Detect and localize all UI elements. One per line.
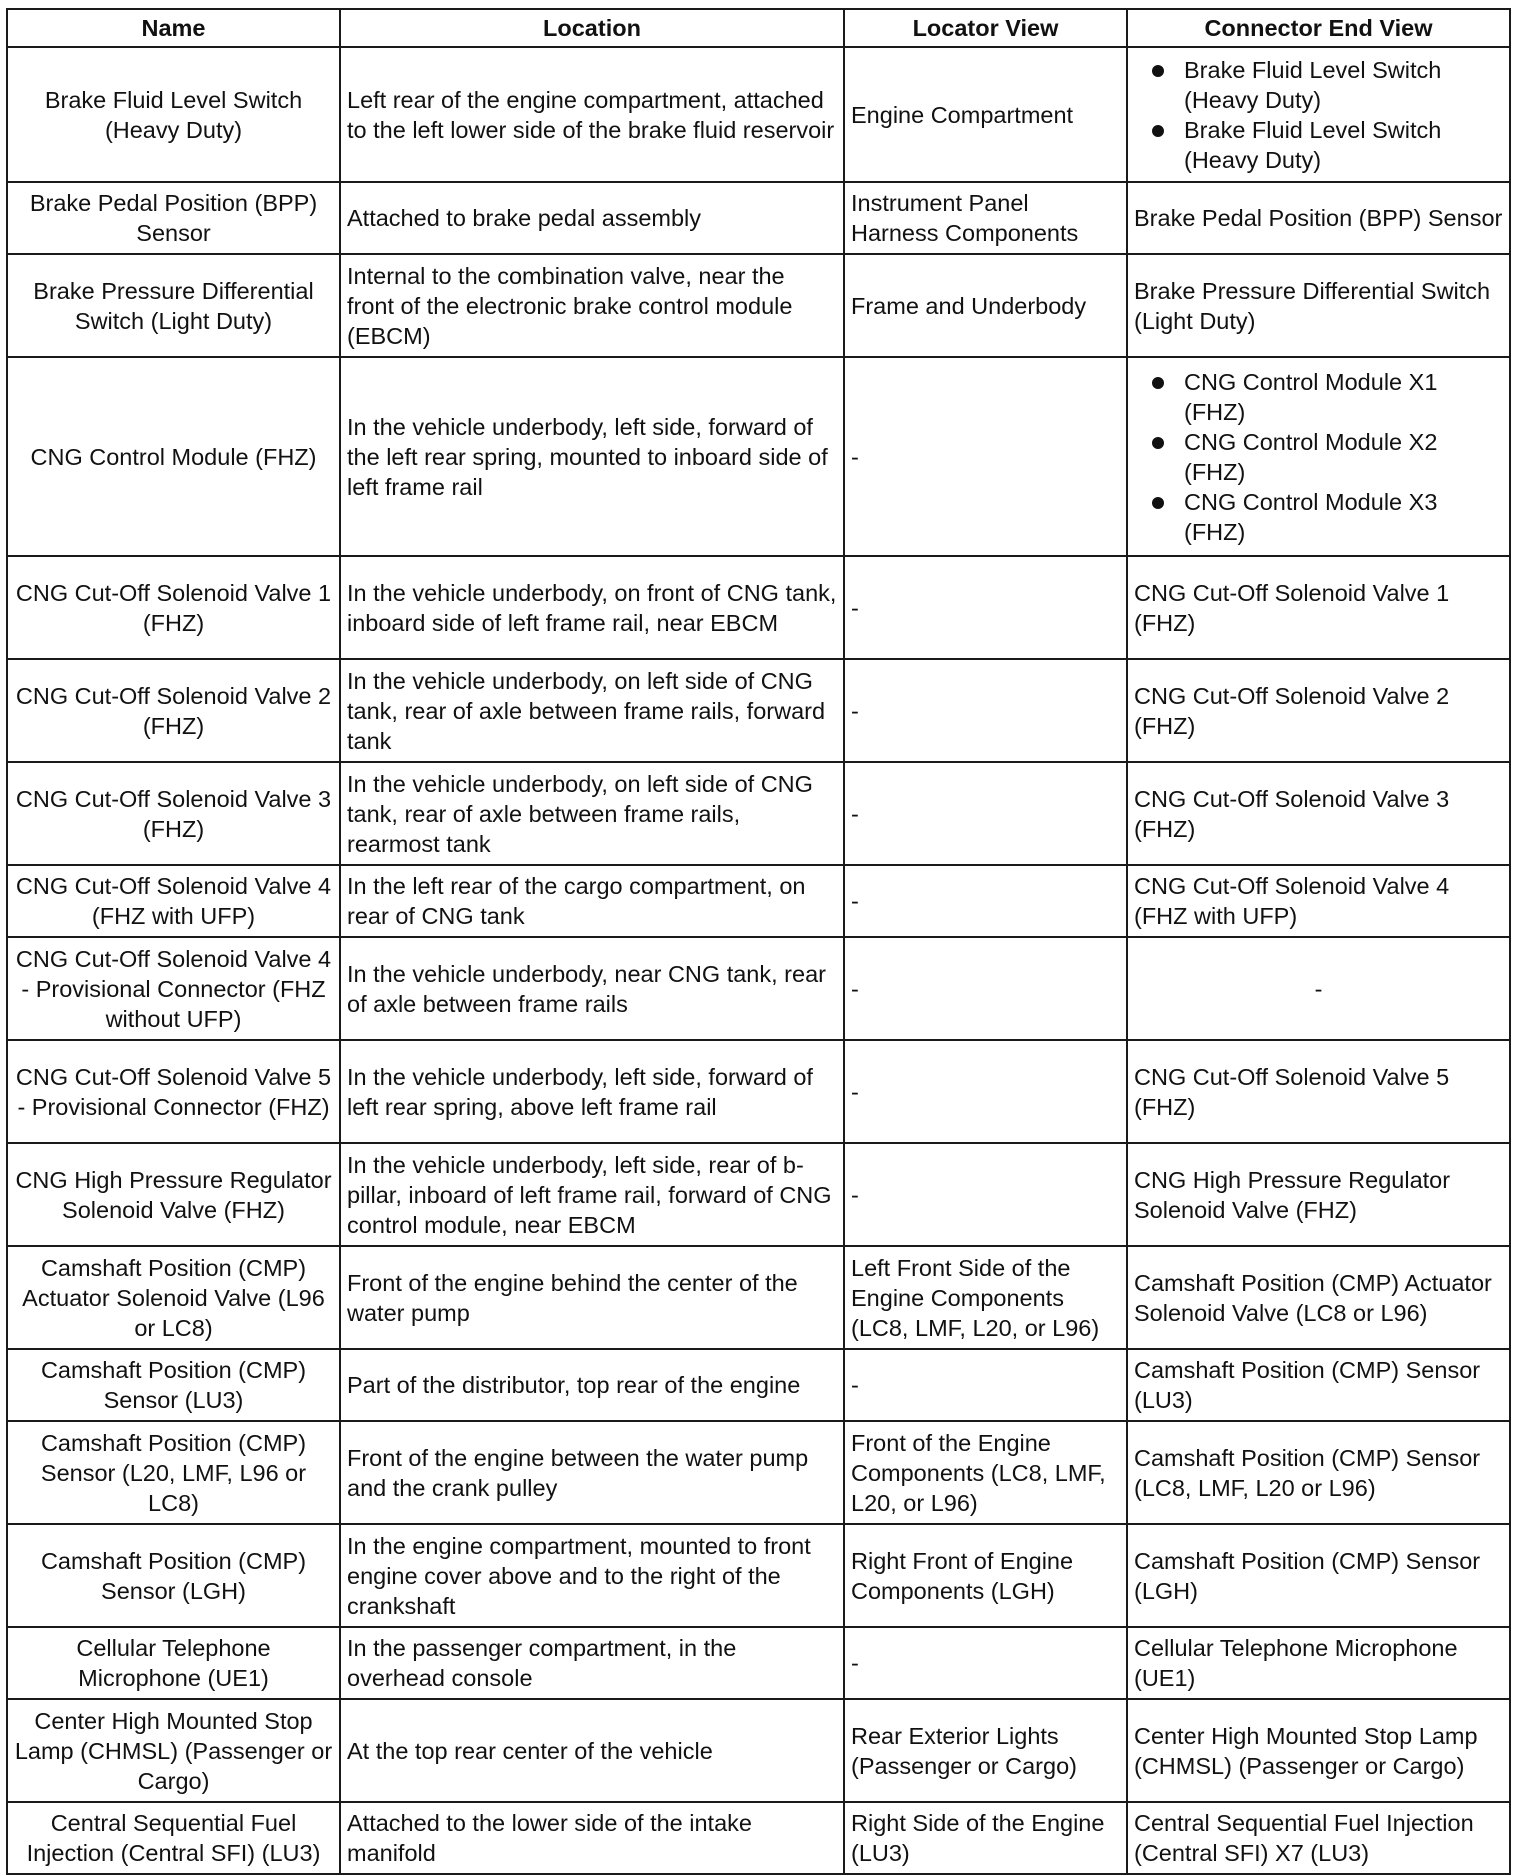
connector-list-item-label: CNG Control Module X2 (FHZ) [1184, 428, 1438, 485]
cell-name: CNG Cut-Off Solenoid Valve 4 (FHZ with UFP) [7, 865, 340, 937]
cell-connector-end-view: Cellular Telephone Microphone (UE1) [1127, 1627, 1510, 1699]
cell-locator-view: Rear Exterior Lights (Passenger or Cargo) [844, 1699, 1127, 1802]
cell-name: CNG High Pressure Regulator Solenoid Valve (FHZ) [7, 1143, 340, 1246]
connector-list-item-label: Brake Fluid Level Switch (Heavy Duty) [1184, 116, 1442, 173]
cell-location: In the passenger compartment, in the overhead console [340, 1627, 844, 1699]
table-row [7, 556, 1510, 659]
component-locator-table [6, 8, 1511, 1875]
cell-locator-view: - [844, 1627, 1127, 1699]
table-body [7, 47, 1510, 1874]
connector-list-item [1134, 427, 1503, 487]
cell-locator-view: - [844, 1040, 1127, 1143]
table-row [7, 1143, 1510, 1246]
cell-name: Cellular Telephone Microphone (UE1) [7, 1627, 340, 1699]
cell-locator-view: - [844, 865, 1127, 937]
bullet-icon [1152, 125, 1164, 137]
cell-connector-end-view: Camshaft Position (CMP) Sensor (LU3) [1127, 1349, 1510, 1421]
cell-locator-view: - [844, 659, 1127, 762]
table-row [7, 937, 1510, 1040]
cell-locator-view: Right Front of Engine Components (LGH) [844, 1524, 1127, 1627]
cell-name: CNG Cut-Off Solenoid Valve 2 (FHZ) [7, 659, 340, 762]
cell-location: In the engine compartment, mounted to front engine cover above and to the right of the crankshaft [340, 1524, 844, 1627]
cell-connector-end-view: - [1127, 937, 1510, 1040]
cell-name: CNG Control Module (FHZ) [7, 357, 340, 556]
cell-name: CNG Cut-Off Solenoid Valve 3 (FHZ) [7, 762, 340, 865]
table-row [7, 182, 1510, 254]
table-row [7, 1802, 1510, 1874]
header-locator-view: Locator View [844, 9, 1127, 47]
cell-location: Attached to the lower side of the intake manifold [340, 1802, 844, 1874]
cell-connector-end-view: CNG High Pressure Regulator Solenoid Valve (FHZ) [1127, 1143, 1510, 1246]
cell-locator-view: - [844, 937, 1127, 1040]
cell-connector-end-view: CNG Cut-Off Solenoid Valve 1 (FHZ) [1127, 556, 1510, 659]
cell-locator-view: Instrument Panel Harness Components [844, 182, 1127, 254]
cell-location: In the vehicle underbody, near CNG tank, rear of axle between frame rails [340, 937, 844, 1040]
bullet-icon [1152, 377, 1164, 389]
cell-location: Part of the distributor, top rear of the engine [340, 1349, 844, 1421]
cell-locator-view: Right Side of the Engine (LU3) [844, 1802, 1127, 1874]
connector-list-item [1134, 367, 1503, 427]
connector-list-item-label: Brake Fluid Level Switch (Heavy Duty) [1184, 56, 1442, 113]
cell-name: CNG Cut-Off Solenoid Valve 1 (FHZ) [7, 556, 340, 659]
cell-connector-end-view: Brake Pedal Position (BPP) Sensor [1127, 182, 1510, 254]
bullet-icon [1152, 497, 1164, 509]
cell-locator-view: - [844, 1143, 1127, 1246]
table-row [7, 1627, 1510, 1699]
cell-locator-view: - [844, 1349, 1127, 1421]
table-row [7, 1246, 1510, 1349]
connector-list-item [1134, 115, 1503, 175]
table-row [7, 1421, 1510, 1524]
cell-connector-end-view: Center High Mounted Stop Lamp (CHMSL) (Passenger or Cargo) [1127, 1699, 1510, 1802]
cell-connector-end-view: Camshaft Position (CMP) Actuator Solenoid Valve (LC8 or L96) [1127, 1246, 1510, 1349]
cell-name: Brake Pressure Differential Switch (Light Duty) [7, 254, 340, 357]
table-row [7, 1040, 1510, 1143]
cell-connector-end-view: CNG Cut-Off Solenoid Valve 3 (FHZ) [1127, 762, 1510, 865]
cell-location: In the left rear of the cargo compartment, on rear of CNG tank [340, 865, 844, 937]
cell-connector-end-view: CNG Cut-Off Solenoid Valve 4 (FHZ with UFP) [1127, 865, 1510, 937]
cell-location: Internal to the combination valve, near the front of the electronic brake control module (EBCM) [340, 254, 844, 357]
table-row [7, 762, 1510, 865]
component-locator-table-container [6, 8, 1509, 1875]
cell-name: Camshaft Position (CMP) Sensor (LGH) [7, 1524, 340, 1627]
cell-location: In the vehicle underbody, left side, forward of the left rear spring, mounted to inboard side of left frame rail [340, 357, 844, 556]
cell-location: At the top rear center of the vehicle [340, 1699, 844, 1802]
cell-connector-end-view: Camshaft Position (CMP) Sensor (LC8, LMF, L20 or L96) [1127, 1421, 1510, 1524]
cell-locator-view: - [844, 762, 1127, 865]
cell-locator-view: - [844, 357, 1127, 556]
cell-location: In the vehicle underbody, on front of CNG tank, inboard side of left frame rail, near EBCM [340, 556, 844, 659]
cell-name: Center High Mounted Stop Lamp (CHMSL) (Passenger or Cargo) [7, 1699, 340, 1802]
connector-list [1134, 55, 1503, 175]
cell-name: Camshaft Position (CMP) Sensor (L20, LMF, L96 or LC8) [7, 1421, 340, 1524]
cell-name: Brake Fluid Level Switch (Heavy Duty) [7, 47, 340, 182]
cell-location: In the vehicle underbody, on left side of CNG tank, rear of axle between frame rails, forward tank [340, 659, 844, 762]
connector-list [1134, 367, 1503, 547]
cell-locator-view: Frame and Underbody [844, 254, 1127, 357]
cell-connector-end-view: CNG Cut-Off Solenoid Valve 2 (FHZ) [1127, 659, 1510, 762]
table-row [7, 865, 1510, 937]
cell-location: In the vehicle underbody, on left side of CNG tank, rear of axle between frame rails, rearmost tank [340, 762, 844, 865]
bullet-icon [1152, 65, 1164, 77]
cell-location: In the vehicle underbody, left side, rear of b-pillar, inboard of left frame rail, forward of CNG control module, near EBCM [340, 1143, 844, 1246]
cell-location: Front of the engine behind the center of the water pump [340, 1246, 844, 1349]
cell-name: Camshaft Position (CMP) Sensor (LU3) [7, 1349, 340, 1421]
cell-locator-view: Engine Compartment [844, 47, 1127, 182]
cell-connector-end-view: Camshaft Position (CMP) Sensor (LGH) [1127, 1524, 1510, 1627]
cell-connector-end-view [1127, 47, 1510, 182]
cell-name: Camshaft Position (CMP) Actuator Solenoid Valve (L96 or LC8) [7, 1246, 340, 1349]
cell-location: In the vehicle underbody, left side, forward of left rear spring, above left frame rail [340, 1040, 844, 1143]
table-row [7, 1349, 1510, 1421]
table-row [7, 1524, 1510, 1627]
connector-list-item-label: CNG Control Module X1 (FHZ) [1184, 368, 1438, 425]
cell-connector-end-view: Central Sequential Fuel Injection (Central SFI) X7 (LU3) [1127, 1802, 1510, 1874]
cell-location: Left rear of the engine compartment, attached to the left lower side of the brake fluid reservoir [340, 47, 844, 182]
cell-name: Central Sequential Fuel Injection (Central SFI) (LU3) [7, 1802, 340, 1874]
cell-name: CNG Cut-Off Solenoid Valve 5 - Provisional Connector (FHZ) [7, 1040, 340, 1143]
table-row [7, 659, 1510, 762]
header-connector-end-view: Connector End View [1127, 9, 1510, 47]
connector-list-item-label: CNG Control Module X3 (FHZ) [1184, 488, 1438, 545]
table-row [7, 47, 1510, 182]
header-location: Location [340, 9, 844, 47]
header-name: Name [7, 9, 340, 47]
cell-name: CNG Cut-Off Solenoid Valve 4 - Provisional Connector (FHZ without UFP) [7, 937, 340, 1040]
cell-locator-view: Left Front Side of the Engine Components (LC8, LMF, L20, or L96) [844, 1246, 1127, 1349]
table-row [7, 1699, 1510, 1802]
cell-name: Brake Pedal Position (BPP) Sensor [7, 182, 340, 254]
cell-connector-end-view: Brake Pressure Differential Switch (Light Duty) [1127, 254, 1510, 357]
header-row [7, 9, 1510, 47]
connector-list-item [1134, 55, 1503, 115]
cell-location: Front of the engine between the water pump and the crank pulley [340, 1421, 844, 1524]
cell-connector-end-view [1127, 357, 1510, 556]
connector-list-item [1134, 487, 1503, 547]
table-row [7, 357, 1510, 556]
cell-location: Attached to brake pedal assembly [340, 182, 844, 254]
cell-locator-view: Front of the Engine Components (LC8, LMF, L20, or L96) [844, 1421, 1127, 1524]
table-row [7, 254, 1510, 357]
bullet-icon [1152, 437, 1164, 449]
cell-locator-view: - [844, 556, 1127, 659]
cell-connector-end-view: CNG Cut-Off Solenoid Valve 5 (FHZ) [1127, 1040, 1510, 1143]
